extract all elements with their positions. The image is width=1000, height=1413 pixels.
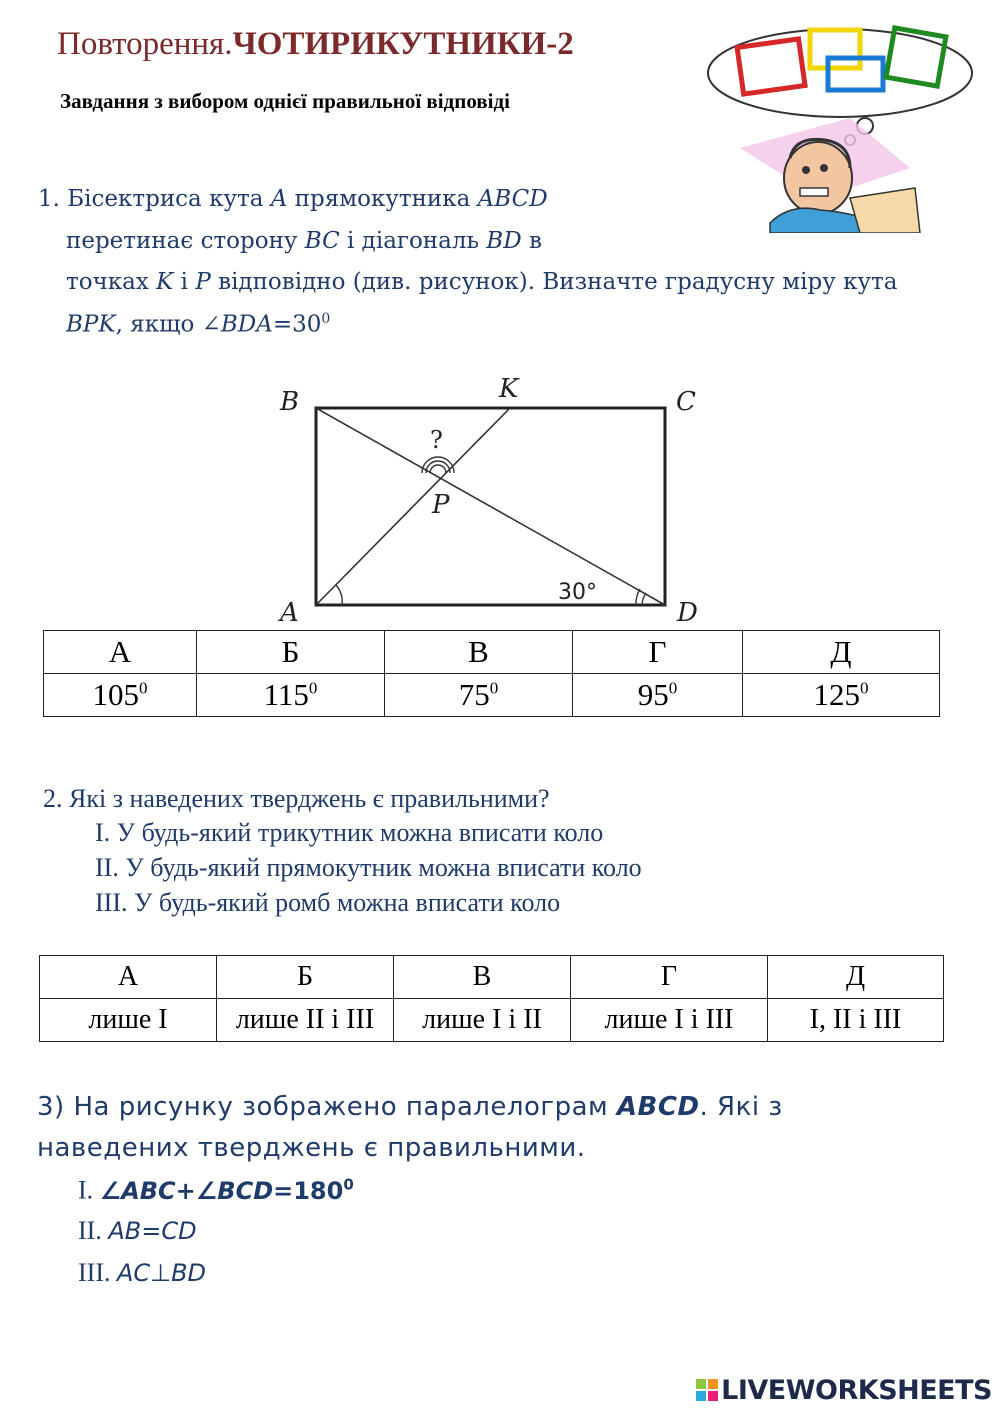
value-text: 115 [263,677,309,712]
option-value-b[interactable] [197,674,385,717]
q2-question: 2. Які з наведених тверджень є правильними? [43,784,550,813]
angle-arc-p-3 [430,465,446,473]
option-letter-a[interactable]: А [40,956,217,999]
label-p: P [432,490,450,520]
label-b: B [280,387,300,417]
option-letter-b[interactable]: Б [217,956,394,999]
q1-text: точках [66,269,157,295]
q3-line-2: наведених тверджень є правильними. [37,1133,586,1163]
subtitle: Завдання з вибором однієї правильної відповіді [60,89,510,113]
option-value-d[interactable] [743,674,940,717]
page-title [57,26,574,63]
q3-math: ∠ABC+∠BCD [99,1176,274,1205]
q1-math: ∠BDA [201,311,273,338]
label-k: K [499,374,519,404]
q1-math: BC [304,228,340,254]
degree-sup: 0 [321,311,331,327]
option-letter-a[interactable]: А [44,631,197,674]
q1-text: і [173,269,196,295]
q3-line-1 [37,1092,783,1122]
value-text: 125 [813,677,860,712]
q3-text: III. [78,1258,117,1287]
option-letter-d[interactable]: Д [743,631,940,674]
value-text: 95 [637,677,669,712]
q1-text: , якщо [115,311,202,338]
q1-math: BD [486,228,522,254]
q1-text: прямокутника [287,186,478,212]
q1-text: і діагональ [339,228,487,254]
diagonal-bd [316,408,665,605]
angle-arc-d [642,593,646,605]
option-letter-g[interactable]: Г [571,956,768,999]
option-value-d[interactable]: I, II і III [768,999,944,1042]
paper [850,188,920,233]
thought-cloud [708,29,972,117]
q1-text: перетинає сторону [66,228,305,254]
degree-sup: 0 [308,678,318,698]
q3-statement-3 [78,1258,206,1288]
q3-math: AB=CD [108,1217,197,1245]
q1-text: =30 [272,311,322,338]
bisector-ak [316,408,510,605]
option-value-b[interactable]: лише II і III [217,999,394,1042]
eye-left [802,166,810,174]
q3-statement-2 [78,1216,197,1246]
q1-text: 1. Бісектриса кута [38,186,271,212]
option-value-a[interactable] [44,674,197,717]
q1-line-1 [38,186,548,212]
teeth [800,188,828,196]
option-letter-g[interactable]: Г [573,631,743,674]
label-question: ? [430,426,443,454]
q1-math: P [195,269,211,295]
option-letter-b[interactable]: Б [197,631,385,674]
q1-math: A [270,186,288,212]
label-d: D [677,598,698,628]
q1-line-2 [66,228,542,254]
degree-sup: 0 [343,1175,354,1193]
q1-line-4 [66,311,330,338]
degree-sup: 0 [489,678,499,698]
head [784,142,852,214]
q3-math: =180 [273,1176,344,1205]
q3-text: 3) На рисунку зображено паралелограм [37,1092,617,1122]
q3-math: AC⊥BD [116,1259,207,1287]
title-main: ЧОТИРИКУТНИКИ-2 [232,26,574,62]
q1-math: BPK [66,311,116,338]
q1-math: K [156,269,174,295]
label-c: C [676,387,696,417]
q2-statement-1: I. У будь-який трикутник можна вписати коло [95,818,604,847]
option-value-g[interactable]: лише I і III [571,999,768,1042]
option-letter-v[interactable]: В [385,631,573,674]
option-value-v[interactable] [385,674,573,717]
degree-sup: 0 [668,678,678,698]
option-letter-v[interactable]: В [394,956,571,999]
option-letter-d[interactable]: Д [768,956,944,999]
liveworksheets-logo[interactable] [696,1375,992,1406]
table-row [40,956,944,999]
q3-math: ABCD [616,1092,700,1122]
logo-text: LIVEWORKSHEETS [721,1375,992,1406]
q1-text: в [521,228,542,254]
option-value-a[interactable]: лише I [40,999,217,1042]
option-value-g[interactable] [573,674,743,717]
thinking-man-illustration [700,18,990,233]
q1-text: відповідно (див. рисунок). Визначте градусну міру кута [210,269,898,295]
angle-arc-a [336,585,342,605]
eye-right [820,164,828,172]
table-row [40,999,944,1042]
q3-text: II. [78,1216,109,1245]
option-value-v[interactable]: лише I і II [394,999,571,1042]
q3-text: I. [78,1175,100,1205]
rectangle-figure [270,365,720,630]
q2-answer-table [39,955,944,1042]
degree-sup: 0 [139,678,148,698]
q3-text: . Які з [699,1092,783,1122]
q2-statement-3: III. У будь-який ромб можна вписати коло [95,888,561,917]
liveworksheets-icon [696,1379,718,1401]
value-text: 75 [458,677,490,712]
q1-answer-table [43,630,940,717]
table-row [44,674,940,717]
q1-line-3 [66,269,897,295]
title-prefix: Повторення. [57,26,233,62]
q1-math: ABCD [477,186,548,212]
angle-arc-d-2 [636,589,640,605]
label-a: A [280,598,299,628]
value-text: 105 [92,677,139,712]
q3-statement-1 [78,1175,354,1206]
degree-sup: 0 [860,678,869,698]
angle-30-label: 30° [558,580,597,605]
q2-statement-2: II. У будь-який прямокутник можна вписати коло [95,853,642,882]
table-row [44,631,940,674]
